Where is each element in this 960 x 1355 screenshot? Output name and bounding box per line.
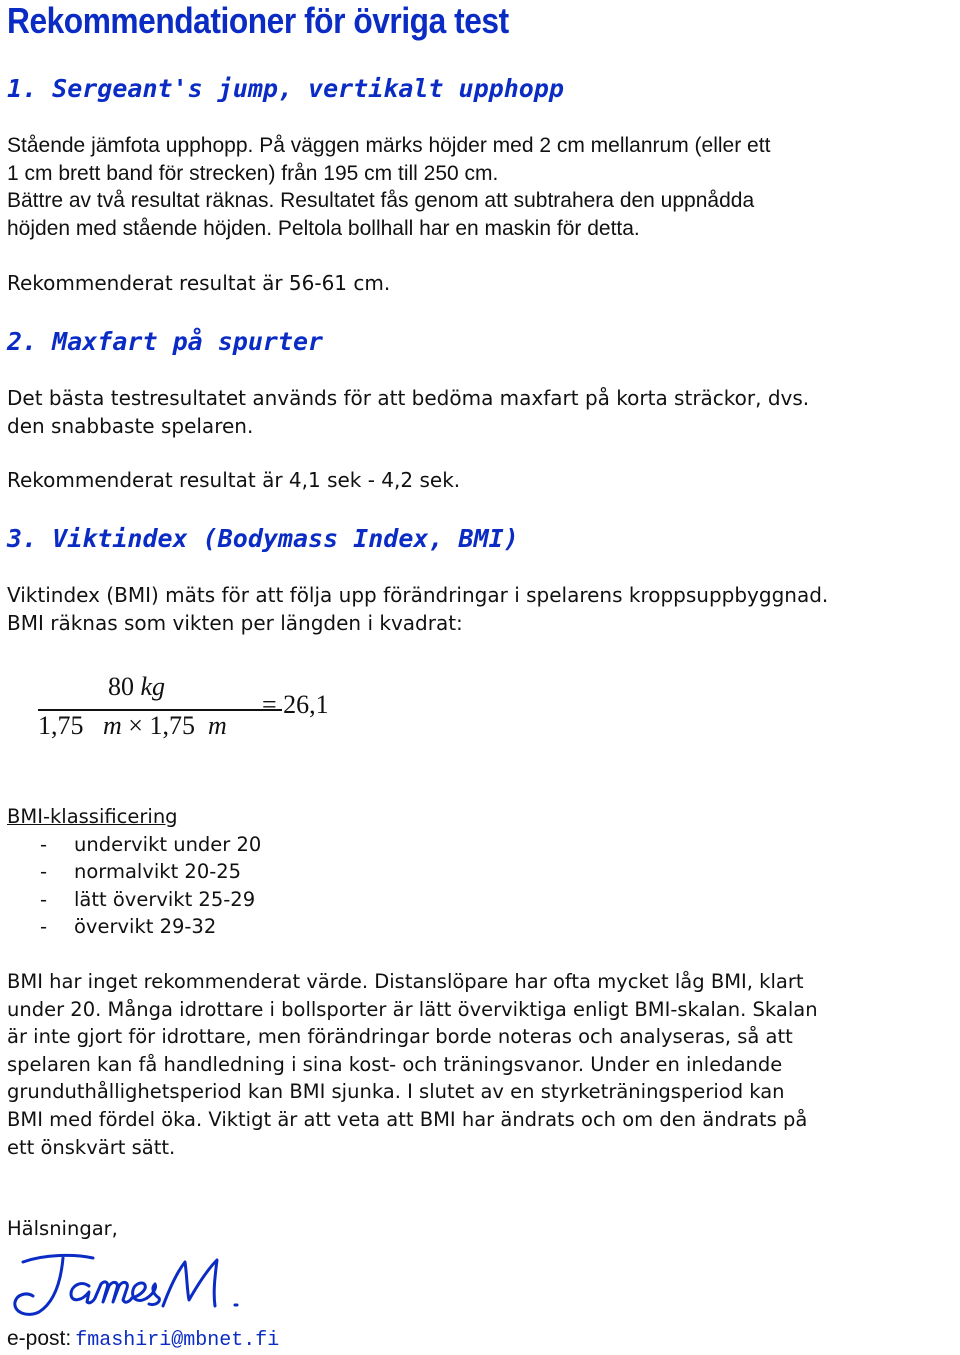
formula-result: = 26,1 xyxy=(262,690,329,719)
body-line: den snabbaste spelaren. xyxy=(7,413,254,438)
body-line: Viktindex (BMI) mäts för att följa upp förändringar i spelarens kroppsuppbyggnad. xyxy=(7,583,829,607)
body-line: grunduthållighetsperiod kan BMI sjunka. I slutet av en styrketräningsperiod kan xyxy=(7,1080,785,1104)
bmi-classification xyxy=(7,803,261,941)
list-item: - normalvikt 20-25 xyxy=(40,860,242,884)
section-body-sprint xyxy=(7,385,809,440)
bmi-paragraph xyxy=(7,968,818,1161)
email-label: e-post: xyxy=(7,1327,72,1350)
body-line: höjden med stående höjden. Peltola bollhall har en maskin för detta. xyxy=(7,216,640,240)
list-item: - undervikt under 20 xyxy=(40,832,262,856)
handwritten-signature xyxy=(5,1250,255,1320)
formula-denominator: 1,75 m × 1,75 m xyxy=(38,711,227,740)
body-line: BMI räknas som vikten per längden i kvadrat: xyxy=(7,610,463,635)
email-line xyxy=(7,1327,279,1352)
body-line: Det bästa testresultatet används för att bedöma maxfart på korta sträckor, dvs. xyxy=(7,386,810,410)
formula-numerator: 80 kg xyxy=(108,672,166,701)
page-title: Rekommendationer för övriga test xyxy=(7,0,509,41)
greeting: Hälsningar, xyxy=(7,1217,118,1240)
body-line: BMI med fördel öka. Viktigt är att veta att BMI har ändrats och om den ändrats på xyxy=(7,1107,808,1131)
body-line: BMI har inget rekommenderat värde. Distanslöpare har ofta mycket låg BMI, klart xyxy=(7,970,804,993)
list-item: - lätt övervikt 25-29 xyxy=(40,887,256,911)
body-line: spelaren kan få handledning i sina kost- och träningsvanor. Under en inledande xyxy=(7,1052,783,1076)
classification-title: BMI-klassificering xyxy=(7,805,178,828)
section-heading-sprint: 2. Maxfart på spurter xyxy=(7,327,324,356)
recommended-result-jump: Rekommenderat resultat är 56-61 cm. xyxy=(7,271,391,295)
body-line: Stående jämfota upphopp. På väggen märks höjder med 2 cm mellanrum (eller ett xyxy=(7,134,771,157)
section-body-vertical-jump xyxy=(7,132,770,242)
body-line: ett önskvärt sätt. xyxy=(7,1135,176,1159)
section-heading-vertical-jump: 1. Sergeant's jump, vertikalt upphopp xyxy=(7,74,564,103)
list-item: - övervikt 29-32 xyxy=(40,915,217,939)
body-line: är inte gjort för idrottare, men förändringar borde noteras och analyseras, så att xyxy=(7,1025,793,1049)
body-line: 1 cm brett band för strecken) från 195 cm till 250 cm. xyxy=(7,161,499,185)
body-line: under 20. Många idrottare i bollsporter är lätt överviktiga enligt BMI-skalan. Skalan xyxy=(7,997,818,1021)
recommended-result-sprint: Rekommenderat resultat är 4,1 sek - 4,2 sek. xyxy=(7,468,461,492)
section-body-bmi xyxy=(7,582,828,637)
section-heading-bmi: 3. Viktindex (Bodymass Index, BMI) xyxy=(7,524,519,553)
email-link[interactable]: fmashiri@mbnet.fi xyxy=(75,1329,280,1352)
body-line: Bättre av två resultat räknas. Resultatet fås genom att subtrahera den uppnådda xyxy=(7,189,755,212)
bmi-formula xyxy=(30,668,360,748)
